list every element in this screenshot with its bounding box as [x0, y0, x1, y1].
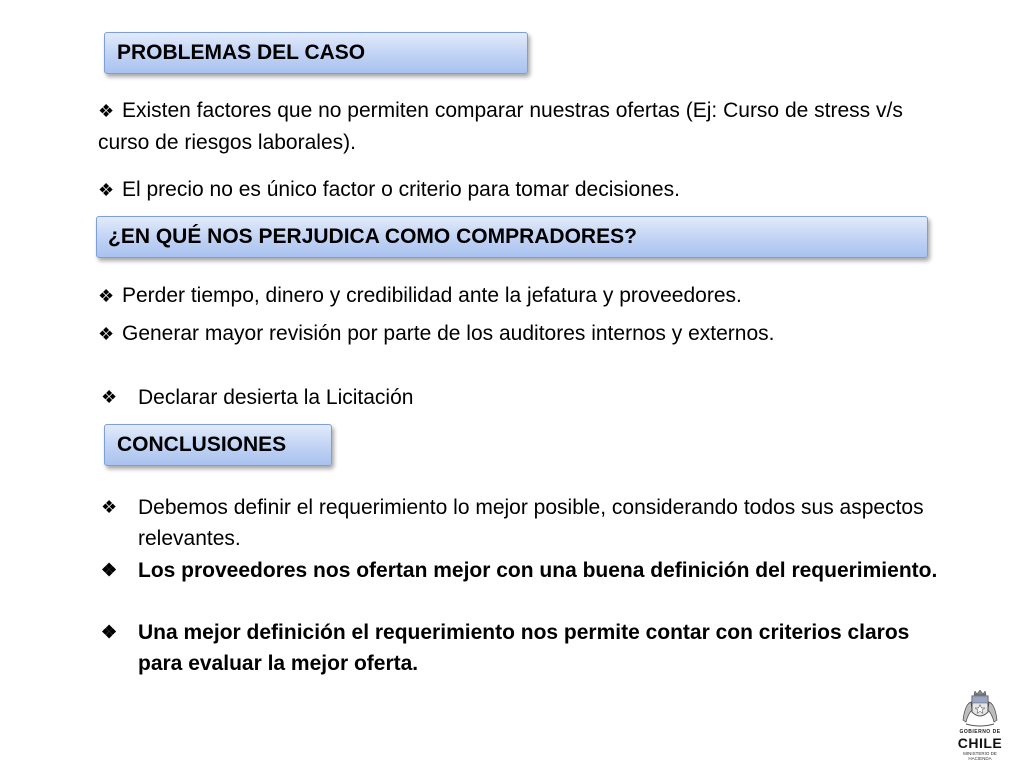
- harm-item: [98, 280, 948, 312]
- conclusion-text: Debemos definir el requerimiento lo mejor posible, considerando todos sus aspectos relevantes.: [138, 496, 924, 550]
- harm-text: Generar mayor revisión por parte de los auditores internos y externos.: [121, 322, 775, 345]
- diamond-bullet-icon: ❖: [101, 387, 118, 407]
- diamond-bullet-icon: ❖: [101, 622, 118, 642]
- section-header-conclusions: CONCLUSIONES: [104, 424, 332, 466]
- section-header-harm: ¿EN QUÉ NOS PERJUDICA COMO COMPRADORES?: [96, 216, 928, 258]
- logo-text-ministerio: MINISTERIO DE HACIENDA: [963, 751, 997, 761]
- conclusion-item: [98, 555, 948, 586]
- diamond-bullet-icon: ❖: [98, 286, 115, 306]
- conclusion-item: [98, 492, 948, 554]
- harm-text: Perder tiempo, dinero y credibilidad ante la jefatura y proveedores.: [121, 284, 742, 307]
- conclusion-text: Una mejor definición el requerimiento nos permite contar con criterios claros para evaluar la mejor oferta.: [138, 621, 910, 675]
- conclusion-text: Los proveedores nos ofertan mejor con una buena definición del requerimiento.: [138, 559, 938, 582]
- harm-text: Declarar desierta la Licitación: [138, 386, 414, 409]
- harm-item: [98, 382, 898, 413]
- logo-text-chile: CHILE: [957, 735, 1003, 751]
- diamond-bullet-icon: ❖: [98, 180, 115, 200]
- gobierno-de-chile-logo: [954, 690, 1006, 760]
- diamond-bullet-icon: ❖: [98, 324, 115, 344]
- coat-of-arms-icon: [960, 690, 1000, 728]
- harm-item: [98, 318, 838, 350]
- problem-text: Existen factores que no permiten comparar nuestras ofertas (Ej: Curso de stress v/s curso de riesgos laborales).: [98, 99, 903, 154]
- diamond-bullet-icon: ❖: [101, 560, 118, 580]
- diamond-bullet-icon: ❖: [101, 497, 118, 517]
- problem-text: El precio no es único factor o criterio para tomar decisiones.: [121, 178, 680, 201]
- problem-item: [98, 95, 948, 158]
- problem-item: [98, 174, 948, 206]
- diamond-bullet-icon: ❖: [98, 101, 115, 121]
- section-header-problems: PROBLEMAS DEL CASO: [104, 32, 528, 74]
- conclusion-item: [98, 617, 948, 679]
- logo-text-gobierno: GOBIERNO DE: [959, 729, 1001, 735]
